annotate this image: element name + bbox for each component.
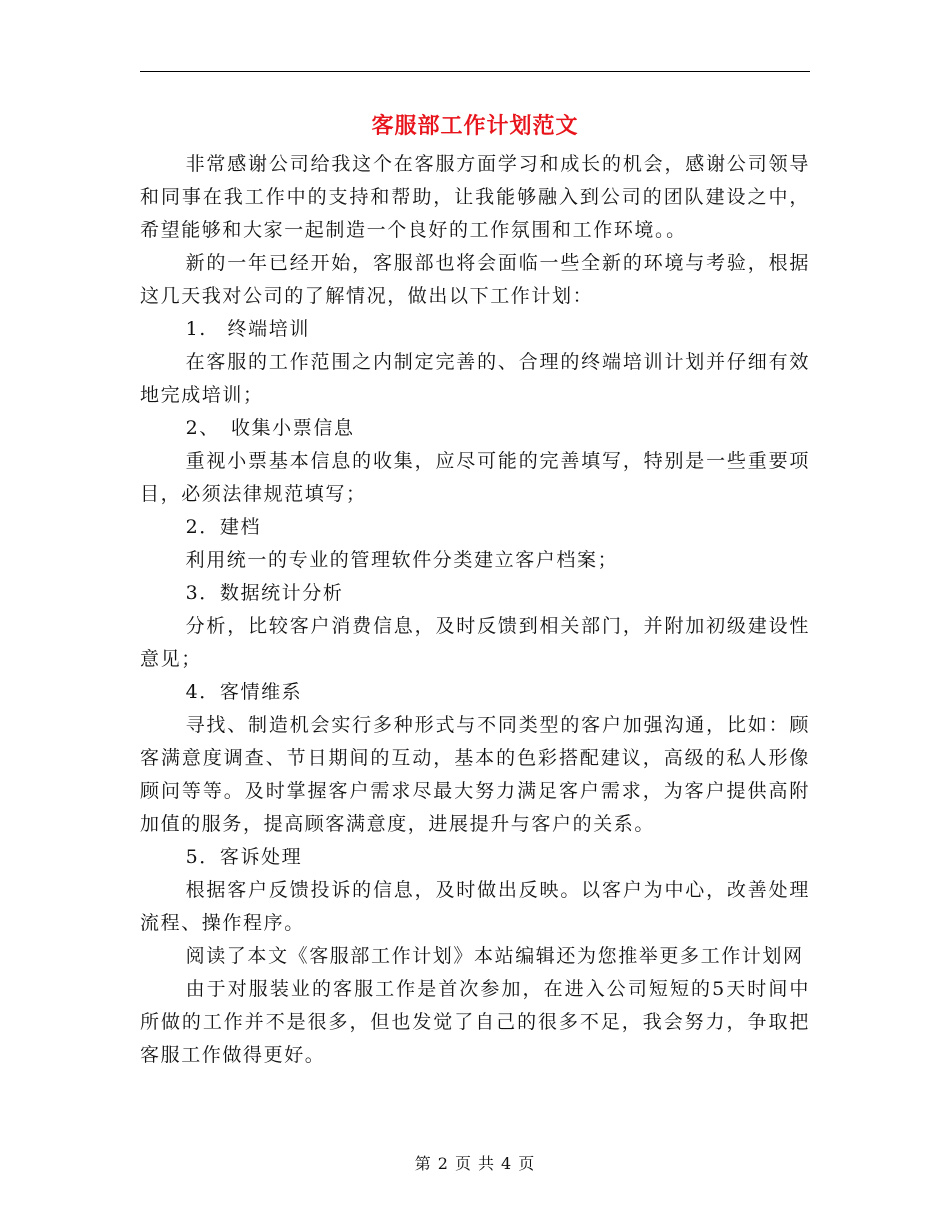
current-page-number: 2 <box>437 1154 449 1173</box>
list-heading: 2、 收集小票信息 <box>185 417 355 439</box>
paragraph: 重视小票基本信息的收集，应尽可能的完善填写，特别是一些重要项目，必须法律规范填写； <box>140 450 810 505</box>
list-heading: 1. 终端培训 <box>185 318 310 340</box>
document-title: 客服部工作计划范文 <box>371 113 579 139</box>
list-heading: 2．建档 <box>185 516 262 538</box>
footer-prefix: 第 <box>414 1154 432 1173</box>
paragraph: 新的一年已经开始，客服部也将会面临一些全新的环境与考验，根据这几天我对公司的了解情况，做出以下工作计划： <box>140 252 810 307</box>
total-page-number: 4 <box>501 1154 513 1173</box>
page-footer <box>0 1152 950 1176</box>
list-heading: 4．客情维系 <box>185 681 303 703</box>
paragraph: 利用统一的专业的管理软件分类建立客户档案； <box>185 549 619 571</box>
document-body <box>140 148 810 1072</box>
paragraph: 在客服的工作范围之内制定完善的、合理的终端培训计划并仔细有效地完成培训； <box>140 351 810 406</box>
paragraph: 阅读了本文《客服部工作计划》本站编辑还为您推举更多工作计划网 <box>185 945 804 967</box>
header-rule <box>140 71 810 72</box>
paragraph: 由于对服装业的客服工作是首次参加，在进入公司短短的5天时间中所做的工作并不是很多，但也发觉了自己的很多不足，我会努力，争取把客服工作做得更好。 <box>140 978 810 1066</box>
paragraph: 分析，比较客户消费信息，及时反馈到相关部门，并附加初级建设性意见； <box>140 615 810 670</box>
footer-middle: 页 共 <box>454 1154 496 1173</box>
footer-suffix: 页 <box>518 1154 536 1173</box>
list-heading: 3．数据统计分析 <box>185 582 344 604</box>
paragraph: 非常感谢公司给我这个在客服方面学习和成长的机会，感谢公司领导和同事在我工作中的支持和帮助，让我能够融入到公司的团队建设之中，希望能够和大家一起制造一个良好的工作氛围和工作环境。。 <box>140 153 810 241</box>
list-heading: 5．客诉处理 <box>185 846 303 868</box>
paragraph: 寻找、制造机会实行多种形式与不同类型的客户加强沟通，比如：顾客满意度调查、节日期间的互动，基本的色彩搭配建议，高级的私人形像顾问等等。及时掌握客户需求尽最大努力满足客户需求，为客户提供高附加值的服务，提高顾客满意度，进展提升与客户的关系。 <box>140 714 810 835</box>
paragraph: 根据客户反馈投诉的信息，及时做出反映。以客户为中心，改善处理流程、操作程序。 <box>140 879 810 934</box>
